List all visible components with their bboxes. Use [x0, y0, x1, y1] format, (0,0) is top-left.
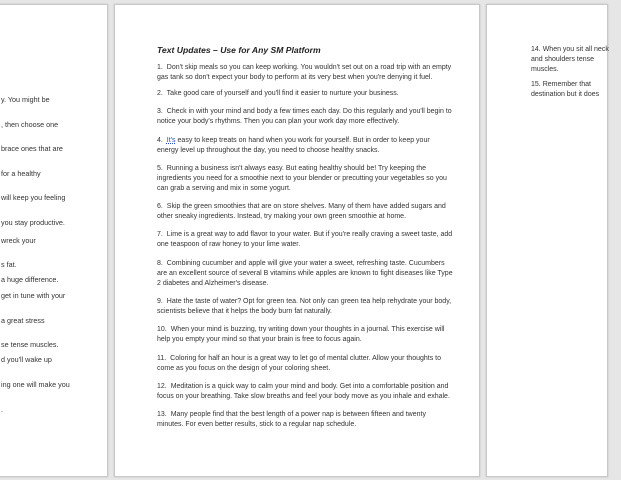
left-page-fragment: a huge difference.	[1, 275, 59, 284]
item-text: When you sit all neck and shoulders tense muscles.	[531, 46, 609, 73]
tips-list	[157, 63, 453, 439]
item-text: Don't skip meals so you can keep working. You wouldn't set out on a road trip with an empty gas tank so don't expect your body to perform at its very best when you're denying it fuel.	[157, 64, 452, 81]
left-page-fragment: , then choose one	[1, 120, 59, 129]
spelling-flagged-word[interactable]: It's	[166, 136, 176, 144]
left-page-fragment: wreck your	[1, 236, 36, 245]
list-item[interactable]	[157, 382, 453, 402]
left-page-fragment: .	[1, 405, 3, 414]
item-number: 6.	[157, 203, 163, 211]
list-item[interactable]	[157, 325, 453, 345]
list-item[interactable]	[531, 45, 621, 75]
item-number: 1.	[157, 64, 163, 71]
item-number: 11.	[157, 354, 167, 362]
left-page	[0, 4, 108, 477]
list-item[interactable]	[157, 259, 453, 289]
list-item[interactable]	[157, 202, 453, 222]
item-text: Combining cucumber and apple will give your water a sweet, refreshing taste. Cucumbers are an excellent source of several B vitamins while apples are known to fight diseases like Type 2 diabetes and Alzheimer's disease.	[157, 259, 453, 287]
item-text: Lime is a great way to add flavor to your water. But if you're really craving a sweet taste, add one teaspoon of raw honey to your lime water.	[157, 231, 453, 249]
item-number: 14.	[531, 46, 541, 53]
item-text: easy to keep treats on hand when you work for yourself. But in order to keep your energy level up throughout the day, you need to choose healthy snacks.	[157, 136, 430, 154]
left-page-fragment: y. You might be	[1, 95, 50, 104]
item-number: 2.	[157, 90, 163, 97]
item-number: 8.	[157, 259, 163, 267]
left-page-fragment: brace ones that are	[1, 144, 63, 153]
left-page-fragment: get in tune with your	[1, 291, 66, 300]
item-text: Coloring for half an hour is a great way to let go of mental clutter. Allow your thoughts to come as you focus on the design of your coloring sheet.	[157, 354, 441, 372]
list-item[interactable]	[531, 80, 621, 100]
list-item[interactable]	[157, 354, 453, 374]
item-text: Meditation is a quick way to calm your mind and body. Get into a comfortable position and focus on your breathing. Take slow breaths and feel your body move as you inhale and exhale.	[157, 382, 450, 400]
item-number: 3.	[157, 108, 163, 116]
right-page	[486, 4, 608, 477]
left-page-fragment: s fat.	[1, 260, 17, 269]
list-item[interactable]	[157, 410, 453, 430]
item-number: 12.	[157, 382, 167, 390]
item-text: Many people find that the best length of a power nap is between fifteen and twenty minutes. For even better results, stick to a regular nap schedule.	[157, 411, 426, 429]
document-page[interactable]	[114, 4, 480, 477]
left-page-fragment: you stay productive.	[1, 218, 65, 227]
item-number: 9.	[157, 298, 163, 306]
item-text: Hate the taste of water? Opt for green tea. Not only can green tea help rehydrate your body, scientists believe that it helps the body burn fat naturally.	[157, 298, 452, 316]
item-number: 13.	[157, 411, 167, 419]
document-title: Text Updates – Use for Any SM Platform	[157, 45, 321, 55]
list-item[interactable]	[157, 164, 453, 194]
list-item[interactable]	[157, 136, 453, 156]
item-number: 7.	[157, 231, 163, 239]
item-text: Check in with your mind and body a few times each day. Do this regularly and you'll begin to notice your body's rhythms. Then you can plan your work day more effectively.	[157, 108, 452, 126]
left-page-fragment: se tense muscles.	[1, 340, 59, 349]
item-text: Running a business isn't always easy. But eating healthy should be! Try keeping the ingredients you need for a smoothie next to your blender or precutting your vegetables so you can grab a serving and mix in some yogurt.	[157, 164, 447, 192]
list-item[interactable]	[157, 107, 453, 127]
left-page-fragment: a great stress	[1, 316, 45, 325]
item-text: Take good care of yourself and you'll find it easier to nurture your business.	[166, 90, 399, 97]
left-page-fragment: will keep you feeling	[1, 193, 66, 202]
list-item[interactable]	[157, 230, 453, 250]
item-text: When your mind is buzzing, try writing down your thoughts in a journal. This exercise will help you empty your mind so that your brain is free to focus again.	[157, 326, 445, 344]
item-number: 10.	[157, 326, 167, 334]
left-page-fragment: ing one will make you	[1, 380, 70, 389]
item-text: Remember that destination but it does	[531, 81, 600, 98]
item-number: 15.	[531, 81, 541, 88]
list-item[interactable]	[157, 297, 453, 317]
list-item[interactable]	[157, 89, 453, 99]
list-item[interactable]	[157, 63, 453, 83]
left-page-fragment: d you'll wake up	[1, 355, 52, 364]
left-page-fragment: for a healthy	[1, 169, 41, 178]
item-number: 4.	[157, 136, 163, 144]
item-number: 5.	[157, 164, 163, 172]
item-text: Skip the green smoothies that are on store shelves. Many of them have added sugars and other sneaky ingredients. Instead, try making your own green smoothie at home.	[157, 203, 446, 221]
